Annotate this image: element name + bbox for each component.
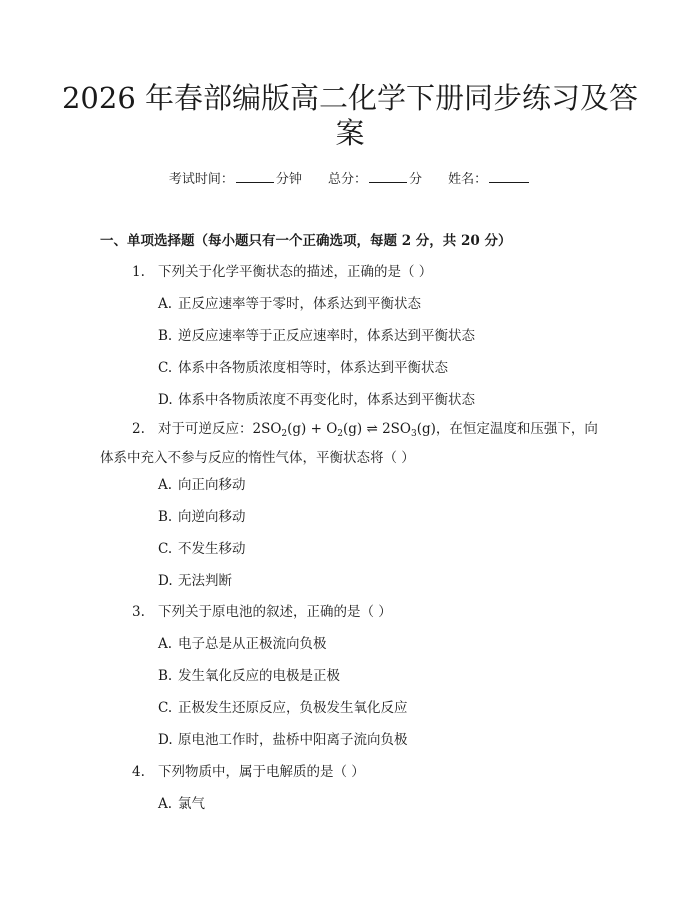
- subscript: 2: [337, 429, 344, 439]
- question-number: 3.: [132, 604, 145, 620]
- option-text: 向正向移动: [178, 477, 246, 493]
- question-3: [132, 600, 392, 620]
- question-text: 下列关于化学平衡状态的描述，正确的是（ ）: [158, 264, 433, 280]
- question-2: [100, 417, 600, 470]
- option-text: 无法判断: [178, 573, 232, 589]
- option-letter: D.: [158, 573, 173, 589]
- question-4-option-a: [158, 792, 205, 812]
- option-text: 原电池工作时，盐桥中阳离子流向负极: [178, 732, 408, 748]
- student-name-blank: [489, 168, 529, 183]
- option-letter: B.: [158, 328, 173, 344]
- student-name-label: 姓名：: [448, 172, 488, 187]
- question-number: 4.: [132, 764, 145, 780]
- document-title-line1: 2026 年春部编版高二化学下册同步练习及答: [61, 81, 639, 115]
- student-name: [448, 168, 531, 187]
- option-letter: A.: [158, 796, 173, 812]
- question-text-part3: (g) ⇌ 2SO: [343, 421, 411, 437]
- option-text: 向逆向移动: [178, 509, 246, 525]
- option-text: 氯气: [178, 796, 205, 812]
- option-letter: C.: [158, 541, 173, 557]
- question-number: 1.: [132, 264, 145, 280]
- exam-meta: [0, 168, 700, 187]
- option-text: 发生氧化反应的电极是正极: [178, 668, 340, 684]
- question-text: 下列关于原电池的叙述，正确的是（ ）: [158, 604, 392, 620]
- total-score-unit: 分: [409, 172, 423, 187]
- question-text-part4: (g)，在恒定温度和压强下，向体系中充入不参与反应的惰性气体，平衡状态将（ ）: [100, 421, 598, 466]
- question-1-option-d: [158, 388, 475, 408]
- question-2-option-a: [158, 473, 246, 493]
- total-score: [328, 168, 422, 187]
- option-letter: A.: [158, 296, 173, 312]
- total-score-label: 总分：: [327, 172, 367, 187]
- option-text: 不发生移动: [178, 541, 246, 557]
- subscript: 2: [281, 429, 288, 439]
- option-text: 电子总是从正极流向负极: [178, 636, 327, 652]
- option-text: 正反应速率等于零时，体系达到平衡状态: [178, 296, 421, 312]
- question-2-option-b: [158, 505, 246, 525]
- question-3-option-a: [158, 632, 327, 652]
- option-letter: A.: [158, 477, 173, 493]
- subscript: 3: [411, 429, 417, 439]
- option-letter: B.: [158, 509, 173, 525]
- option-text: 正极发生还原反应，负极发生氧化反应: [178, 700, 408, 716]
- question-1: [132, 260, 432, 280]
- option-text: 体系中各物质浓度不再变化时，体系达到平衡状态: [178, 392, 475, 408]
- section-heading: 一、单项选择题（每小题只有一个正确选项，每题 2 分，共 20 分）: [100, 233, 512, 249]
- exam-time-unit: 分钟: [275, 172, 302, 187]
- question-4: [132, 760, 365, 780]
- option-text: 体系中各物质浓度相等时，体系达到平衡状态: [178, 360, 448, 376]
- option-text: 逆反应速率等于正反应速率时，体系达到平衡状态: [178, 328, 475, 344]
- option-letter: A.: [158, 636, 173, 652]
- total-score-blank: [369, 168, 407, 183]
- question-2-option-d: [158, 569, 232, 589]
- question-text-part1: 对于可逆反应：2SO: [158, 421, 282, 437]
- exam-time: [169, 168, 302, 187]
- question-number: 2.: [132, 421, 145, 437]
- option-letter: C.: [158, 700, 173, 716]
- question-3-option-c: [158, 696, 408, 716]
- question-3-option-d: [158, 728, 408, 748]
- question-text: 下列物质中，属于电解质的是（ ）: [158, 764, 365, 780]
- document-title-line2: 案: [335, 116, 365, 150]
- exam-time-blank: [236, 168, 274, 183]
- option-letter: D.: [158, 732, 173, 748]
- option-letter: B.: [158, 668, 173, 684]
- question-1-option-c: [158, 356, 448, 376]
- question-1-option-a: [158, 292, 421, 312]
- exam-time-label: 考试时间：: [168, 172, 234, 187]
- question-3-option-b: [158, 664, 340, 684]
- question-1-option-b: [158, 324, 475, 344]
- option-letter: D.: [158, 392, 173, 408]
- question-2-option-c: [158, 537, 246, 557]
- option-letter: C.: [158, 360, 173, 376]
- question-text-part2: (g) + O: [287, 421, 338, 437]
